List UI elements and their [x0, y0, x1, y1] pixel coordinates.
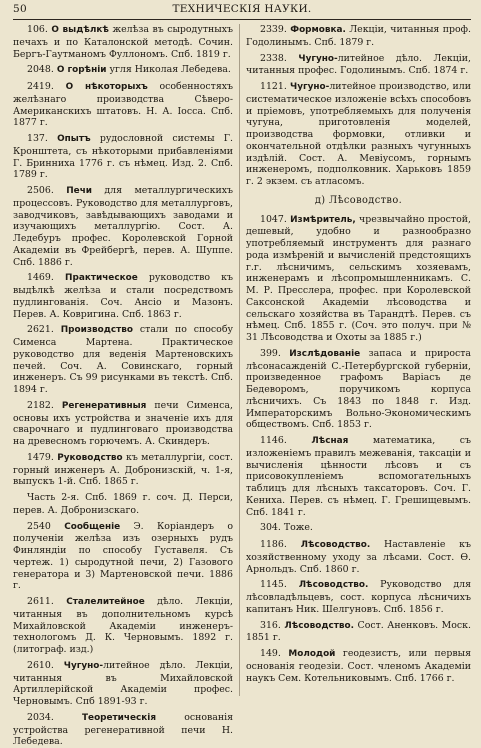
entry-text: Наставленіе къ хозяйственному уходу за лѣсами. Сост. Ѳ. Арнольдъ. Спб. 1860 г. — [246, 539, 472, 575]
entry-keyword: Печи — [66, 186, 93, 196]
entry-number: 1146. — [260, 435, 287, 446]
entry-keyword: О горѣніи — [56, 65, 107, 76]
entry-keyword: Чугуно- — [290, 82, 330, 92]
right-column — [246, 24, 471, 698]
entry-number: 304. — [260, 522, 281, 534]
entry-keyword: Чугуно- — [63, 660, 104, 671]
entry-keyword: Руководство — [57, 452, 123, 463]
entry-number: 2182. — [27, 399, 54, 411]
entry-keyword: Сталелитейное — [66, 597, 145, 607]
entry-keyword: О нѣкоторыхъ — [65, 82, 148, 92]
entry-keyword: Производство — [60, 325, 133, 336]
catalog-entry — [13, 81, 233, 129]
catalog-entry — [246, 579, 471, 615]
catalog-entry — [13, 24, 233, 60]
catalog-entry — [246, 522, 471, 535]
entry-number: 316. — [260, 619, 281, 631]
entry-keyword: Лѣсоводство. — [284, 620, 355, 631]
entry-number: 1145. — [260, 579, 287, 591]
entry-keyword: Изслѣдованіе — [289, 348, 361, 359]
catalog-entry — [246, 620, 471, 645]
entry-text: геодезистъ, или первыя основанія геодезіи. Сост. членомъ Академіи наукъ Сем. Котельниковымъ. Спб. 1766 г. — [246, 648, 472, 684]
left-column — [13, 24, 234, 748]
catalog-entry — [246, 53, 471, 78]
column-separator — [239, 24, 240, 696]
entry-number: 1186. — [260, 539, 287, 550]
entry-keyword: Теоретическія — [82, 712, 157, 723]
entry-number: 2338. — [260, 52, 287, 64]
entry-keyword: Сообщеніе — [64, 521, 121, 532]
entry-number: 2048. — [27, 64, 54, 76]
entry-text: Сост. Аненковъ. Моск. 1851 г. — [246, 619, 471, 644]
entry-number: 1469. — [27, 272, 54, 284]
entry-text: Руководство для лѣсовладѣльцевъ, сост. корпуса лѣсничихъ капитанъ Ник. Шелгуновъ. Спб. 1856 г. — [246, 579, 472, 615]
entry-number: 106. — [27, 24, 48, 35]
entry-text: желѣза въ сыродутныхъ печахъ и по Каталонской методѣ. Сочин. Бергъ-Гаутманомъ Фуллономъ. Спб. 1819 г. — [13, 24, 233, 60]
entry-keyword: Молодой — [288, 649, 336, 659]
entry-text: основанія устройства регенеративной печи Н. Лебедева. — [13, 711, 234, 748]
catalog-entry — [13, 712, 233, 748]
entry-number: 149. — [260, 648, 281, 659]
catalog-entry — [13, 272, 233, 320]
entry-number: 1121. — [260, 81, 287, 92]
entry-text: руководство къ выдѣлкѣ желѣза и стали посредствомъ пудлингованія. Соч. Ансіо и Мазонъ. Перев. А. Ковригина. Спб. 1863 г. — [13, 272, 234, 320]
entry-number: 2339. — [260, 24, 287, 35]
catalog-entry — [246, 539, 471, 575]
catalog-entry — [13, 324, 233, 396]
entry-keyword: Лѣсоводство. — [298, 580, 369, 591]
entry-text: особенностяхъ желѣзнаго производства Сѣверо-Американскихъ штатовъ. Н. А. Іосса. Спб. 1877 г. — [13, 81, 233, 129]
catalog-entry — [13, 492, 233, 517]
catalog-entry — [13, 185, 233, 268]
catalog-entry — [13, 64, 233, 77]
entry-number: 2506. — [27, 185, 54, 196]
entry-number: 2540 — [27, 520, 51, 532]
catalog-entry — [13, 133, 233, 181]
catalog-entry — [246, 81, 471, 188]
catalog-entry — [246, 24, 471, 49]
entry-keyword: Лѣсоводство. — [300, 540, 371, 550]
catalog-entry — [246, 648, 471, 684]
entry-keyword: О выдѣлкѣ — [51, 25, 109, 35]
entry-number: 2621. — [27, 324, 54, 336]
entry-number: 2610. — [27, 659, 54, 671]
forestry-entries — [246, 214, 471, 685]
entry-number: 137. — [27, 133, 48, 144]
entry-text: математика, съ изложеніемъ правилъ межеванія, таксаціи и вычисленія цѣнности лѣсовъ и съ присовокупленіемъ вспомогательныхъ таблицъ для лѣсныхъ таксаторовъ. Соч. Г. Кениха. Перев. съ нѣмец. Г. Грешищевымъ. Спб. 1841 г. — [246, 435, 471, 518]
entry-text: запаса и прироста лѣсонасажденій С.-Петербургской губерніи, произведенное графомъ Варіасъ де Бедеворомъ, поручикомъ корпуса лѣсничихъ. Съ 1843 по 1848 г. Изд. Императорскимъ Вольно-Экономическимъ обществомъ. Спб. 1853 г. — [246, 347, 471, 431]
catalog-entry — [13, 400, 233, 448]
entry-text: Часть 2-я. Спб. 1869 г. соч. Д. Перси, перев. А. Добронизскаго. — [13, 492, 233, 516]
entry-keyword: Чугуно- — [298, 53, 338, 64]
entry-keyword: Опытъ — [57, 134, 91, 144]
page-number: 50 — [13, 3, 27, 15]
entry-keyword: Регенеративныя — [61, 400, 147, 411]
page-header — [13, 3, 471, 18]
catalog-entry — [13, 596, 233, 656]
entry-text: угля Николая Лебедева. — [106, 64, 231, 76]
entry-keyword: Практическое — [65, 273, 138, 284]
catalog-entry — [13, 452, 233, 488]
entry-text: литейное дѣло. Лекціи, читанныя въ Михайловской Артиллерійской Академіи профес. Черновымъ. Спб 1891-93 г. — [13, 659, 233, 707]
entry-text: дѣло. Лекціи, читанныя въ дополнительномъ курсѣ Михайловской Академіи инженеръ-технологомъ Д. К. Черновымъ. 1892 г. (литограф. изд.) — [13, 596, 234, 655]
entry-text: для металлургическихъ процессовъ. Руководство для металлурговъ, заводчиковъ, завѣдывающихъ заводами и изучающихъ металлургію. Сост. А. Ледебуръ профес. Королевской Горной Академіи въ Фрейбергѣ, перев. А. Шуппе. Спб. 1886 г. — [13, 185, 234, 268]
entry-text: печи Сименса, основы ихъ устройства и значеніе ихъ для сварочнаго и пудлинговаго производства на древесномъ горючемъ. А. Скиндеръ. — [13, 399, 233, 447]
entry-number: 1479. — [27, 451, 54, 463]
entry-number: 399. — [260, 347, 281, 359]
metallurgy-continued — [246, 24, 471, 188]
entry-text: Тоже. — [283, 522, 313, 534]
entry-text: литейное производство, или систематическое изложеніе всѣхъ способовъ и пріемовъ, употребляемыхъ для полученія чугуна, приготовленія моделей, производства формовки, отливки и окончательной отдѣлки разныхъ чугунныхъ издѣлій. Сост. А. Мевіусомъ, горнымъ инженеромъ, подполковник. Харьковъ 1859 г. 2 экзем. съ атласомъ. — [246, 81, 471, 187]
entry-keyword: Формовка. — [290, 25, 346, 35]
entry-text: къ металлургіи, сост. горный инженеръ А. Добронизскій, ч. 1-я, выпускъ 1-й. Спб. 1865 г. — [13, 451, 233, 488]
entry-text: стали по способу Сименса Мартена. Практическое руководство для веденія Мартеновскихъ печей. Соч. А. Совинскаго, горный инженеръ. Съ 99 рисунками въ текстѣ. Спб. 1894 г. — [13, 324, 233, 395]
entry-number: 1047. — [260, 213, 287, 225]
catalog-entry — [246, 214, 471, 344]
entry-number: 2611. — [27, 596, 54, 607]
entry-keyword: Лѣсная — [311, 436, 349, 446]
catalog-entry — [246, 435, 471, 518]
header-rule — [13, 19, 471, 20]
entry-text: чрезвычайно простой, дешевый, удобно и разнообразно употребляемый инструментъ для разнаго рода измѣреній и вычисленій предстоящихъ г.г. лѣсничимъ, сельскимъ хозяевамъ, инженерамъ и лѣсопромышленникамъ. С. М. Р. Пресслера, профес. при Королевской Саксонской Академіи лѣсоводства и сельскаго хозяйства въ Тарандтѣ. Перев. съ нѣмец. Спб. 1855 г. (Соч. это получ. при № 31 Лѣсоводства и Охоты за 1885 г.) — [246, 213, 471, 343]
entry-text: Лекціи, читанныя проф. Годолинымъ. Спб. 1879 г. — [246, 24, 471, 48]
catalog-entry — [246, 348, 471, 431]
entry-keyword: Измѣритель, — [290, 214, 356, 225]
entry-number: 2034. — [27, 711, 54, 723]
page-title: ТЕХНИЧЕСКІЯ НАУКИ. — [172, 3, 312, 15]
entry-text: Э. Коріандеръ о полученіи желѣза изъ озерныхъ рудъ Финляндіи по способу Густавеля. Съ чертеж. 1) сыродутной печи, 2) Газового генератора и 3) Мартеновской печи. 1886 г. — [13, 520, 233, 592]
catalog-entry — [13, 660, 233, 708]
entry-text: литейное дѣло. Лекціи, читанныя профес. Годолинымъ. Спб. 1874 г. — [246, 52, 471, 77]
entry-text: рудословной системы Г. Кронштета, съ нѣкоторыми прибавленіями Г. Бринниха 1776 г. съ нѣмец. Изд. 2. Спб. 1789 г. — [13, 133, 233, 181]
entry-number: 2419. — [27, 81, 54, 92]
section-heading: д) Лѣсоводство. — [314, 194, 403, 206]
catalog-entry — [13, 521, 233, 593]
